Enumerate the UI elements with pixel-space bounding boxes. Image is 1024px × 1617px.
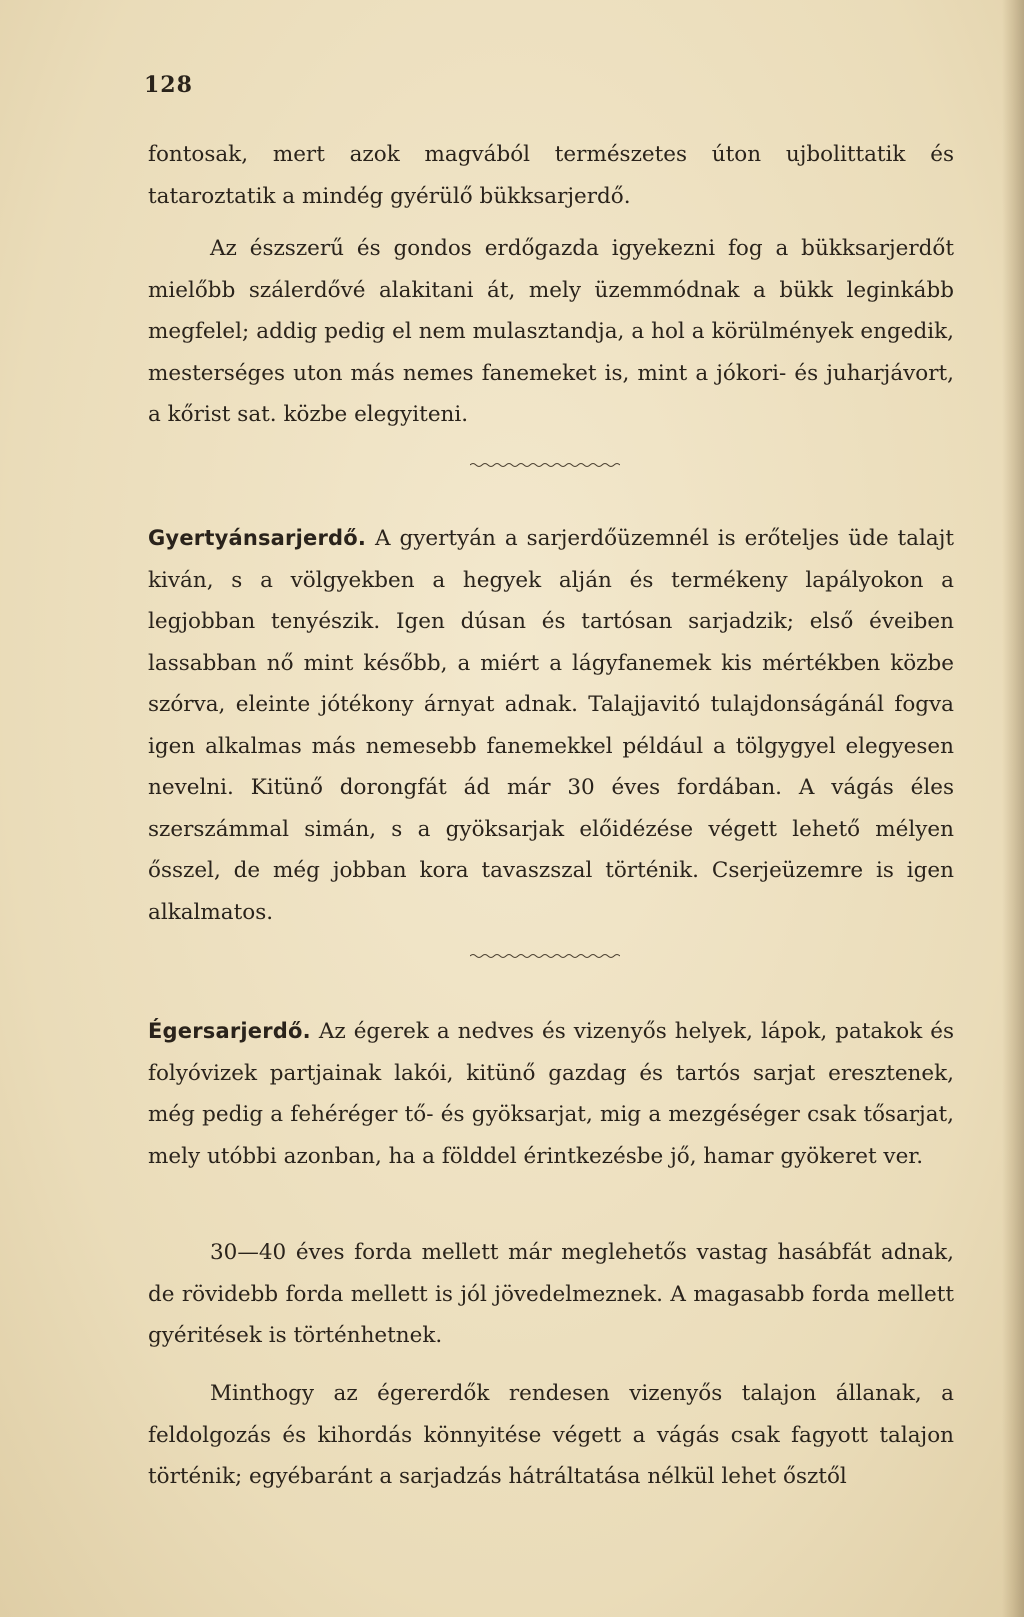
section-heading-alder: Égersarjerdő. (148, 1019, 311, 1043)
paragraph-harvest (148, 1373, 954, 1498)
wavy-divider (470, 952, 620, 960)
paragraph-2: Az észszerű és gondos erdőgazda igyekezni fog a bükksarjerdőt mielőbb szálerdővé alakitani át, mely üzemmódnak a bükk leginkább megfelel; addig pedig el nem mulasztandja, a hol a körülmények engedik, mesterséges uton más nemes fanemeket is, mint a jókori- és juharjávort, a kőrist sat. közbe elegyiteni. (148, 236, 954, 427)
paragraph-beech-conversion (148, 228, 954, 436)
wavy-divider (470, 461, 620, 469)
section-heading-hornbeam: Gyertyánsarjerdő. (148, 526, 367, 550)
section-hornbeam (148, 518, 954, 933)
paragraph-3-body: A gyertyán a sarjerdőüzemnél is erőteljes üde talajt kiván, s a völgyekben a hegyek alján és termékeny lapályokon a legjobban tenyészik. Igen dúsan és tartósan sarjadzik; első éveiben lassabban nő mint később, a miért a lágyfanemek kis mértékben közbe szórva, eleinte jótékony árnyat adnak. Talajjavitó tulajdonságánál fogva igen alkalmas más nemesebb fanemekkel például a tölgygyel elegyesen nevelni. Kitünő dorongfát ád már 30 éves fordában. A vágás éles szerszámmal simán, s a gyöksarjak előidézése végett lehető mélyen ősszel, de még jobban kora tavaszszal történik. Cserjeüzemre is igen alkalmatos. (148, 526, 954, 925)
paragraph-6: Minthogy az égererdők rendesen vizenyős talajon állanak, a feldolgozás és kihordás könnyitése végett a vágás csak fagyott talajon történik; egyébaránt a sarjadzás hátráltatása nélkül lehet ősztől (148, 1381, 954, 1489)
paragraph-continuation (148, 134, 954, 217)
page-number: 128 (144, 72, 193, 98)
page-gutter-shadow (1002, 0, 1024, 1617)
paragraph-4-body: Az égerek a nedves és vizenyős helyek, lápok, patakok és folyóvizek partjainak lakói, kitünő gazdag és tartós sarjat eresztenek, még pedig a fehéréger tő- és gyöksarjat, mig a mezgéséger csak tősarjat, mely utóbbi azonban, ha a földdel érintkezésbe jő, hamar gyökeret ver. (148, 1019, 954, 1169)
paragraph-rotation (148, 1232, 954, 1357)
paragraph-5: 30—40 éves forda mellett már meglehetős vastag hasábfát adnak, de rövidebb forda mellett is jól jövedelmeznek. A magasabb forda mellett gyéritések is történhetnek. (148, 1240, 954, 1348)
paragraph-1: fontosak, mert azok magvából természetes úton ujbolittatik és tataroztatik a mindég gyérülő bükksarjerdő. (148, 142, 954, 209)
paragraph-4 (148, 1011, 954, 1177)
paragraph-3 (148, 518, 954, 933)
section-alder (148, 1011, 954, 1177)
